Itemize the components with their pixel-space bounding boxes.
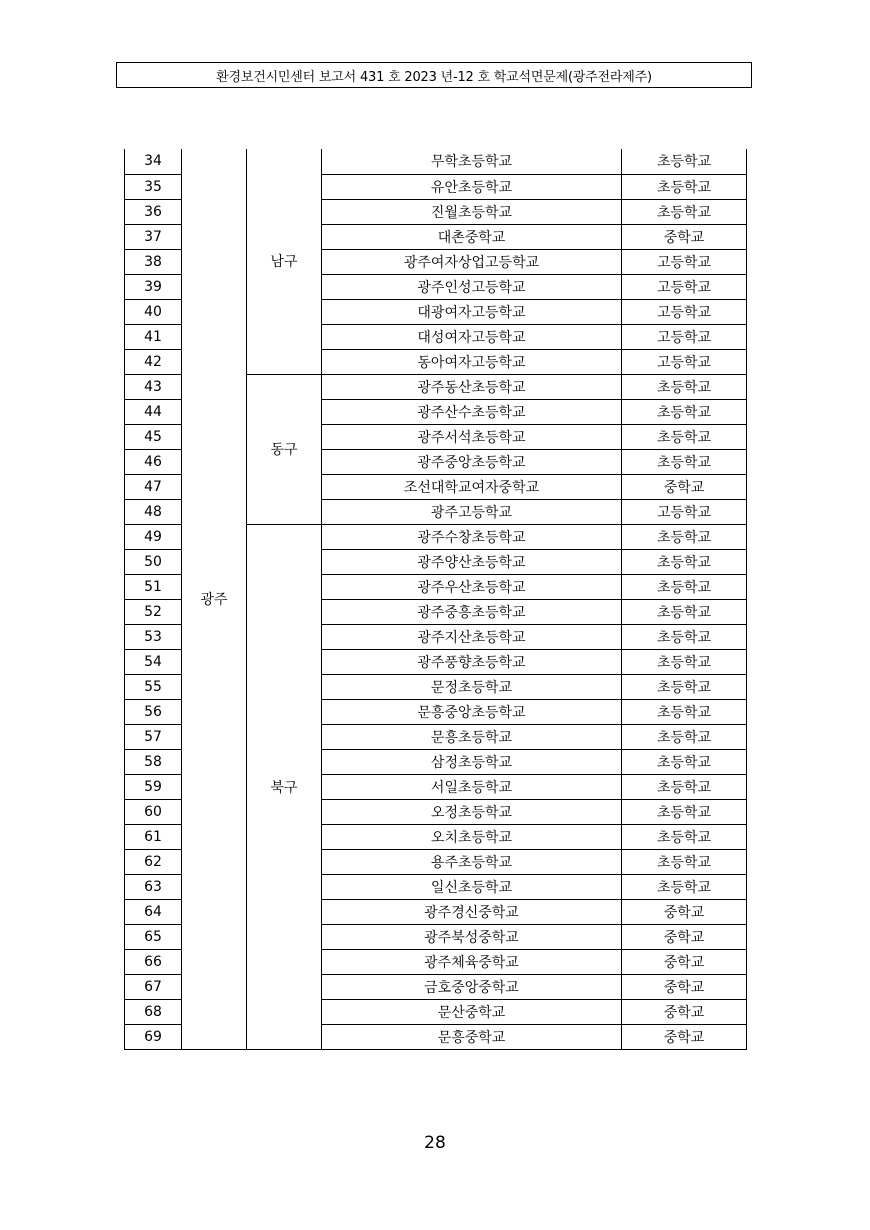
school-name: 서일초등학교 [322,774,622,799]
school-name: 용주초등학교 [322,849,622,874]
school-name: 무학초등학교 [322,149,622,174]
school-type: 초등학교 [622,149,747,174]
school-type: 고등학교 [622,274,747,299]
school-name: 광주중흥초등학교 [322,599,622,624]
row-number: 62 [125,849,182,874]
row-number: 55 [125,674,182,699]
school-type: 중학교 [622,999,747,1024]
school-type: 초등학교 [622,674,747,699]
school-name: 진월초등학교 [322,199,622,224]
region-cell: 광주 [182,149,247,1049]
school-type: 초등학교 [622,799,747,824]
row-number: 39 [125,274,182,299]
row-number: 68 [125,999,182,1024]
row-number: 35 [125,174,182,199]
school-type: 초등학교 [622,824,747,849]
row-number: 63 [125,874,182,899]
school-name: 광주중앙초등학교 [322,449,622,474]
row-number: 61 [125,824,182,849]
school-name: 광주산수초등학교 [322,399,622,424]
row-number: 44 [125,399,182,424]
district-cell: 남구 [247,149,322,374]
row-number: 48 [125,499,182,524]
school-name: 광주수창초등학교 [322,524,622,549]
row-number: 65 [125,924,182,949]
row-number: 46 [125,449,182,474]
school-type: 중학교 [622,974,747,999]
school-type: 중학교 [622,899,747,924]
school-name: 동아여자고등학교 [322,349,622,374]
school-type: 초등학교 [622,174,747,199]
school-name: 광주체육중학교 [322,949,622,974]
row-number: 38 [125,249,182,274]
school-type: 초등학교 [622,399,747,424]
school-name: 문흥중학교 [322,1024,622,1049]
row-number: 36 [125,199,182,224]
row-number: 60 [125,799,182,824]
row-number: 69 [125,1024,182,1049]
school-table [124,149,747,1050]
school-name: 대성여자고등학교 [322,324,622,349]
row-number: 58 [125,749,182,774]
school-name: 조선대학교여자중학교 [322,474,622,499]
school-name: 문산중학교 [322,999,622,1024]
row-number: 43 [125,374,182,399]
school-type: 초등학교 [622,774,747,799]
school-name: 광주인성고등학교 [322,274,622,299]
row-number: 67 [125,974,182,999]
school-table-body [125,149,747,1049]
row-number: 41 [125,324,182,349]
row-number: 42 [125,349,182,374]
row-number: 52 [125,599,182,624]
school-type: 초등학교 [622,874,747,899]
school-type: 초등학교 [622,649,747,674]
row-number: 54 [125,649,182,674]
school-type: 고등학교 [622,349,747,374]
row-number: 37 [125,224,182,249]
school-name: 광주서석초등학교 [322,424,622,449]
school-type: 고등학교 [622,324,747,349]
school-type: 초등학교 [622,699,747,724]
district-cell: 북구 [247,524,322,1049]
school-name: 유안초등학교 [322,174,622,199]
school-name: 삼정초등학교 [322,749,622,774]
school-name: 광주양산초등학교 [322,549,622,574]
school-name: 광주우산초등학교 [322,574,622,599]
school-type: 초등학교 [622,424,747,449]
page-number: 28 [424,1133,446,1153]
school-type: 중학교 [622,949,747,974]
school-type: 초등학교 [622,449,747,474]
school-type: 고등학교 [622,499,747,524]
row-number: 59 [125,774,182,799]
school-type: 초등학교 [622,849,747,874]
row-number: 64 [125,899,182,924]
report-header [116,62,752,88]
school-name: 광주고등학교 [322,499,622,524]
school-type: 고등학교 [622,299,747,324]
school-name: 문흥중앙초등학교 [322,699,622,724]
school-type: 초등학교 [622,549,747,574]
report-header-title: 환경보건시민센터 보고서 431 호 2023 년-12 호 학교석면문제(광주전라제주) [216,69,652,85]
school-name: 일신초등학교 [322,874,622,899]
school-type: 고등학교 [622,249,747,274]
school-name: 광주여자상업고등학교 [322,249,622,274]
school-name: 대촌중학교 [322,224,622,249]
school-type: 중학교 [622,224,747,249]
row-number: 34 [125,149,182,174]
school-type: 초등학교 [622,599,747,624]
school-name: 오치초등학교 [322,824,622,849]
row-number: 50 [125,549,182,574]
school-name: 광주지산초등학교 [322,624,622,649]
school-name: 문정초등학교 [322,674,622,699]
school-type: 초등학교 [622,199,747,224]
school-name: 대광여자고등학교 [322,299,622,324]
school-name: 금호중앙중학교 [322,974,622,999]
row-number: 45 [125,424,182,449]
school-type: 중학교 [622,924,747,949]
row-number: 66 [125,949,182,974]
school-name: 광주북성중학교 [322,924,622,949]
school-name: 오정초등학교 [322,799,622,824]
school-type: 초등학교 [622,524,747,549]
row-number: 53 [125,624,182,649]
school-type: 초등학교 [622,749,747,774]
school-type: 중학교 [622,1024,747,1049]
row-number: 51 [125,574,182,599]
row-number: 40 [125,299,182,324]
table-row [125,149,747,174]
school-type: 초등학교 [622,574,747,599]
school-name: 광주풍향초등학교 [322,649,622,674]
school-name: 광주경신중학교 [322,899,622,924]
school-type: 초등학교 [622,724,747,749]
row-number: 57 [125,724,182,749]
row-number: 49 [125,524,182,549]
row-number: 47 [125,474,182,499]
school-type: 초등학교 [622,624,747,649]
row-number: 56 [125,699,182,724]
school-name: 문흥초등학교 [322,724,622,749]
school-type: 중학교 [622,474,747,499]
school-type: 초등학교 [622,374,747,399]
school-name: 광주동산초등학교 [322,374,622,399]
district-cell: 동구 [247,374,322,524]
